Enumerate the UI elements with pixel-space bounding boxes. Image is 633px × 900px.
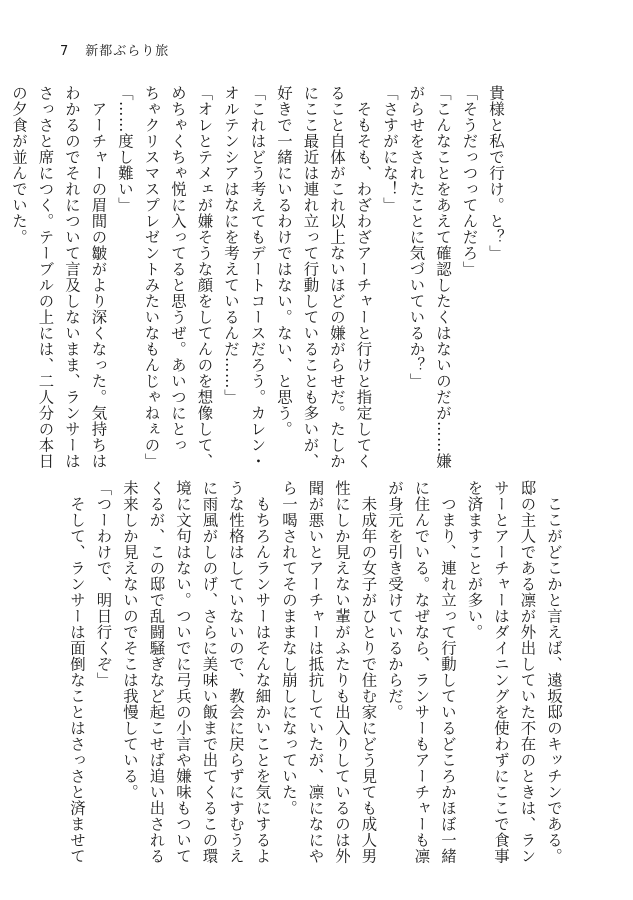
text-line: 「……度し難い」 [116,85,134,213]
text-line: の夕食が並んでいた。 [10,85,28,245]
text-line: に雨風がしのげ、さらに美味い飯まで出てくるこの環 [200,480,219,864]
text-line: がらせをされたことに気づいているか？」 [407,85,426,389]
text-line: にここ最近は連れ立って行動していることも多いが、 [301,85,320,469]
text-line: うな性格はしていないので、教会に戻らずにすむうえ [227,480,245,864]
text-line: 貴様と私で行け。と？」 [487,85,505,261]
upper-text-block [10,85,509,469]
text-line: 聞が悪いとアーチャーは抵抗していたが、凛になにや [306,480,325,864]
text-line: オルテンシアはなにを考えているんだ……」 [222,85,240,405]
text-line: さっさと席につく。テーブルの上には、二人分の本日 [36,85,55,469]
text-line: わかるのでそれについて言及しないまま、ランサーは [63,85,81,469]
text-line: 「そうだっつってんだろ」 [460,85,479,277]
text-line: そして、ランサーは面倒なことはさっさと済ませて [68,480,86,864]
text-line: ら一喝されてそのままなし崩しになっていた。 [280,480,298,816]
text-line: 「つーわけで、明日行くぞ」 [94,480,113,688]
text-line: もちろんランサーはそんな細かいことを気にするよ [253,480,272,864]
text-line: に住んでいる。なぜなら、ランサーもアーチャーも凛 [412,480,431,864]
text-line: 未成年の女子がひとりで住む家にどう見ても成人男 [359,480,378,864]
text-line: そもそも、わざわざアーチャーと行けと指定してく [354,85,373,469]
text-line: サーとアーチャーはダイニングを使わずにここで食事 [492,480,510,864]
text-line: が身元を引き受けているからだ。 [386,480,404,720]
page-header [60,40,169,59]
text-line: ちゃクリスマスプレゼントみたいなもんじゃねぇの」 [142,85,161,469]
text-line: めちゃくちゃ悦に入ってると思うぜ。あいつにとっ [169,85,187,453]
text-line: つまり、連れ立って行動しているどころかほぼ一緒 [439,480,457,864]
text-line: 未来しか見えないのでそこは我慢している。 [121,480,139,800]
text-line: アーチャーの眉間の皺がより深くなった。気持ちは [89,85,108,469]
text-line: 境に文句はない。ついでに弓兵の小言や嫌味もついて [174,480,192,864]
text-line: を済ますことが多い。 [465,480,484,640]
text-line: 「こんなことをあえて確認したくはないのだが……嫌 [434,85,452,469]
text-line: 性にしか見えない輩がふたりも出入りしているのは外 [333,480,351,864]
text-line: 好きで一緒にいるわけではない。ない、と思う。 [275,85,293,437]
text-line: ること自体がこれ以上ないほどの嫌がらせだ。たしか [328,85,346,469]
text-line: 「さすがにな！」 [381,85,399,213]
text-line: 「これはどう考えてもデートコースだろう。カレン・ [248,85,267,469]
text-line: ここがどこかと言えば、遠坂邸のキッチンである。 [545,480,563,864]
running-title: 新都ぶらり旅 [85,44,170,59]
text-line: 邸の主人である凛が外出していた不在のときは、ラン [518,480,537,864]
lower-text-block [68,480,567,864]
text-line: くるが、この邸で乱闘騒ぎなど起こせば追い出される [147,480,166,864]
text-line: 「オレとテメェが嫌そうな顔をしてんのを想像して、 [195,85,214,469]
page-number: 7 [60,44,70,59]
